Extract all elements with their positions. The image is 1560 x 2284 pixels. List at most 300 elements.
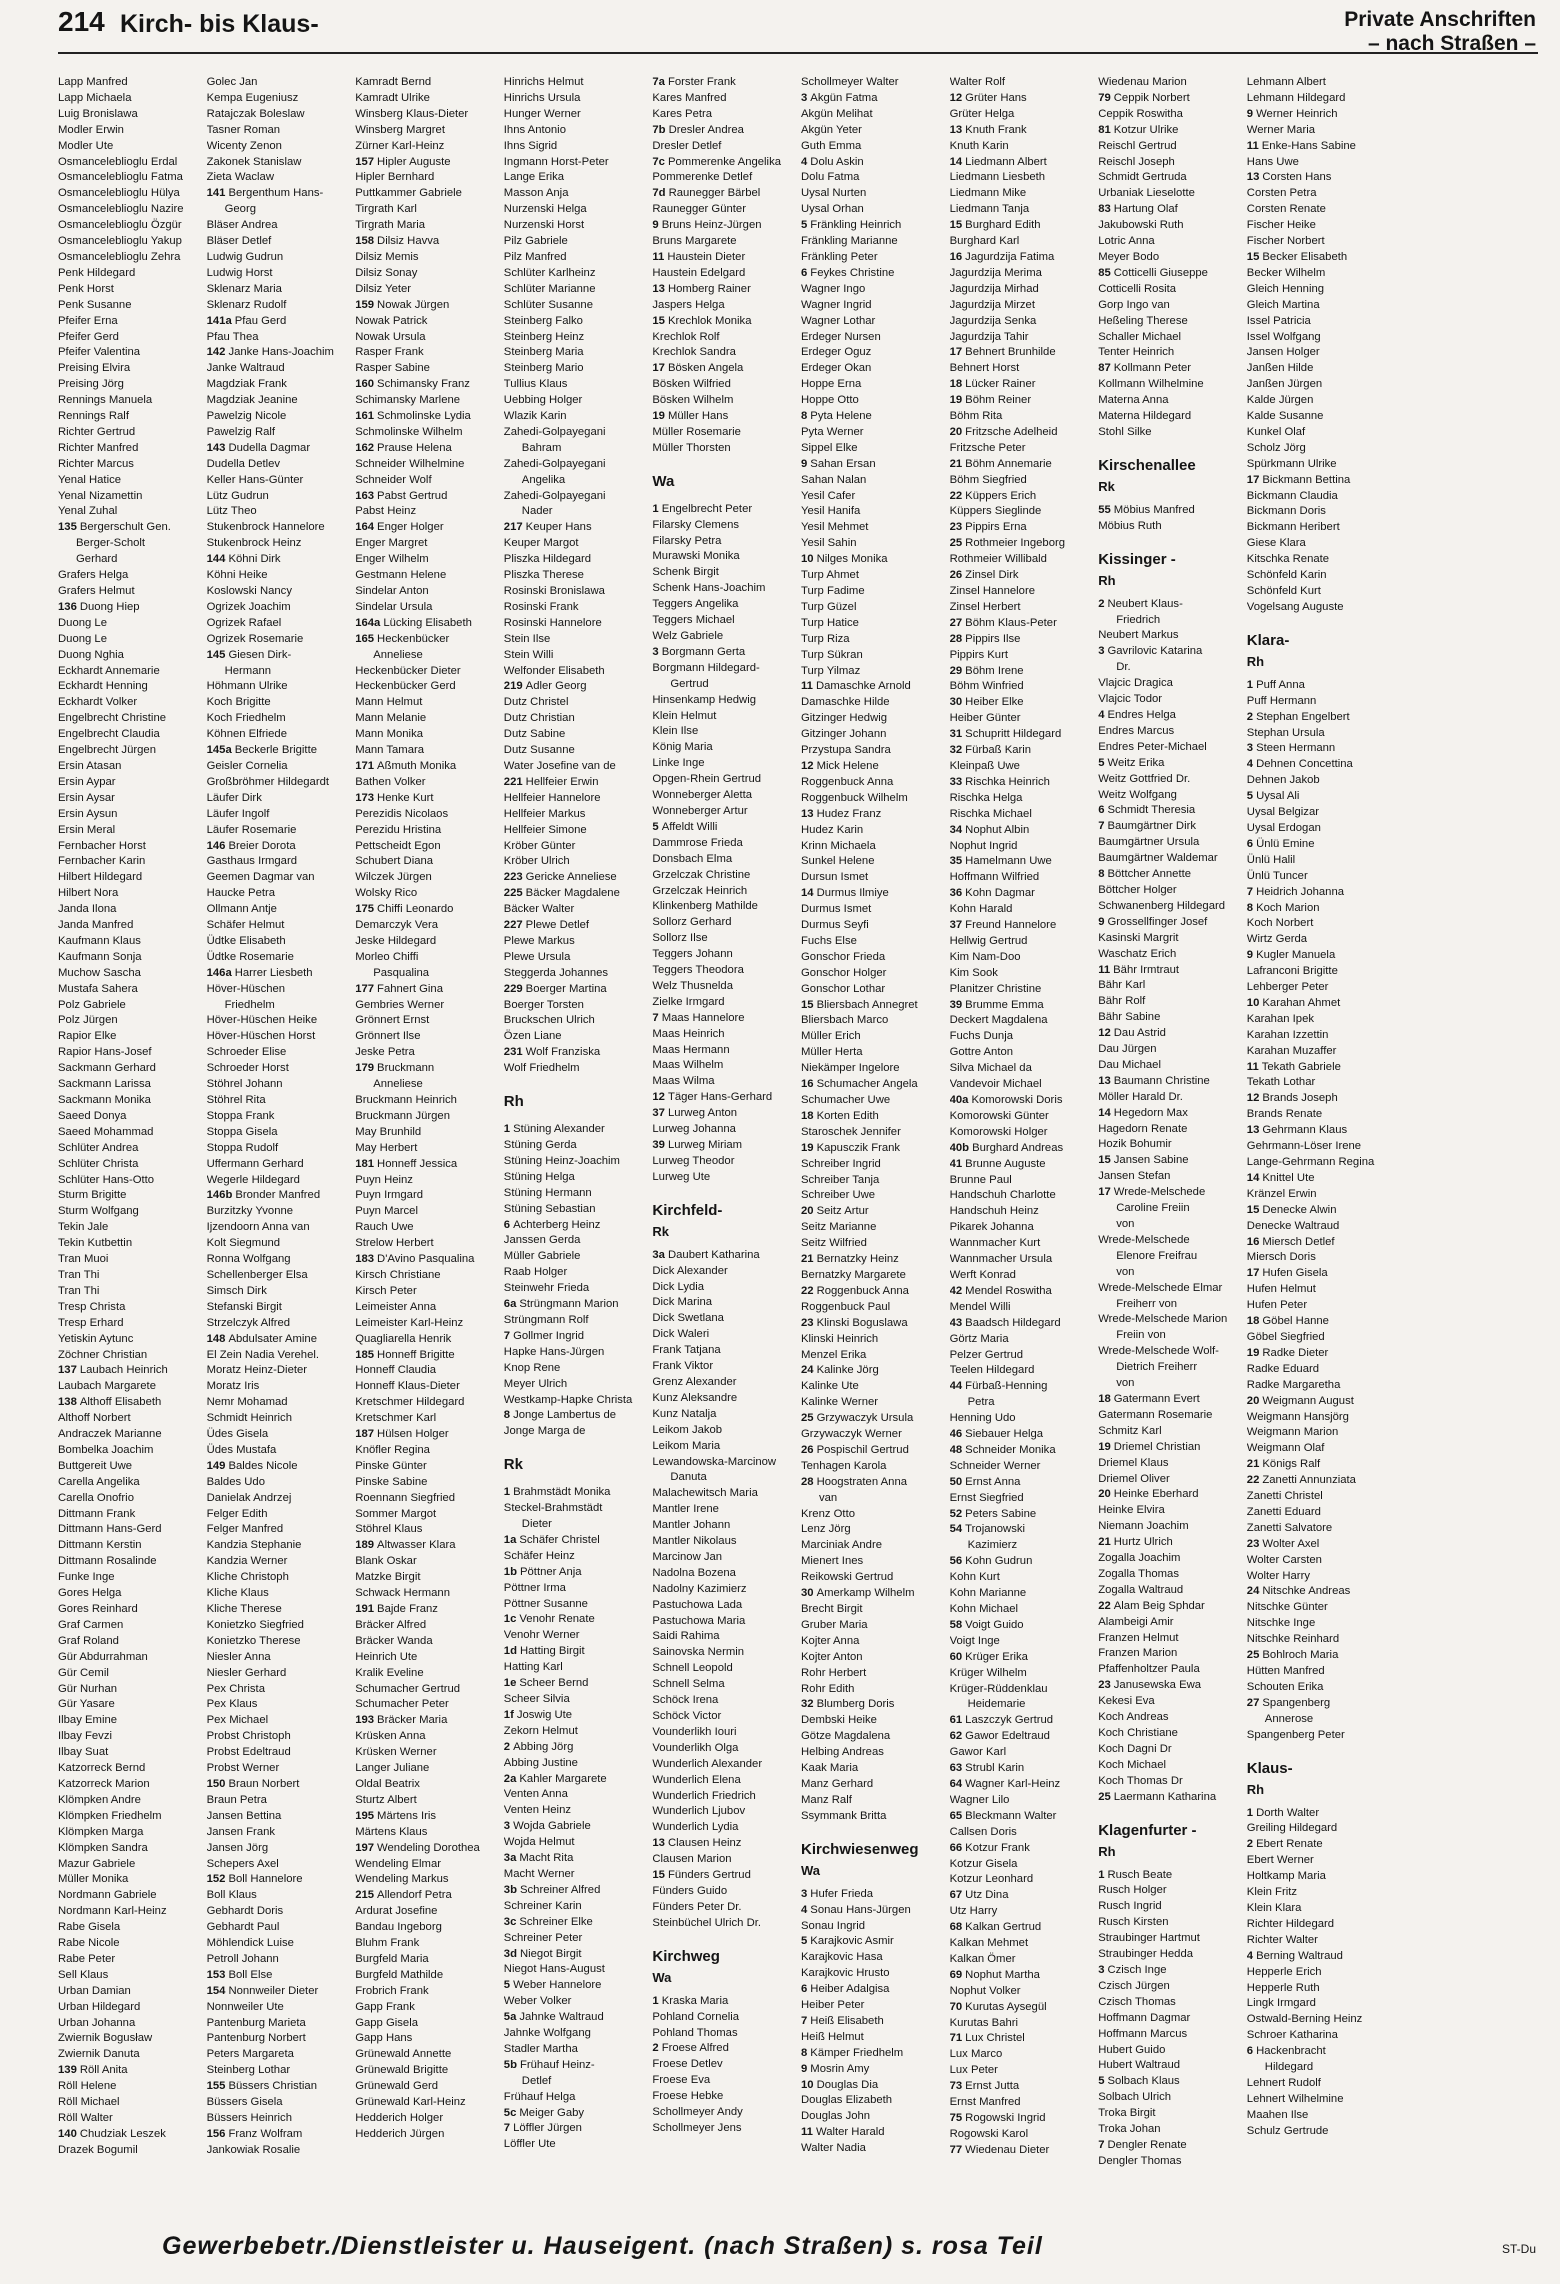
resident-entry [504, 2121, 647, 2137]
resident-entry [950, 1522, 1093, 1538]
house-number: 21 [949, 457, 963, 470]
resident-name: Abbing Justine [503, 1756, 578, 1769]
resident-entry [801, 457, 944, 473]
resident-name: Schepers Axel [206, 1857, 279, 1870]
resident-name: Komorowski Günter [949, 1109, 1049, 1122]
resident-name: Möbius Ruth [1098, 519, 1162, 532]
house-number: 177 [355, 982, 375, 995]
house-number: 164a [355, 616, 381, 629]
resident-name: Bäcker Walter [503, 903, 575, 916]
resident-name: Ihns Sigrid [503, 139, 558, 152]
resident-entry [1247, 1600, 1390, 1616]
resident-name: Klömpken Sandra [58, 1841, 148, 1854]
resident-name: Hermann [224, 664, 272, 677]
resident-entry [58, 1618, 201, 1634]
resident-entry [1247, 1012, 1390, 1028]
house-number: 162 [355, 441, 375, 454]
resident-name: Nonnweiler Ute [206, 2000, 284, 2013]
resident-entry [355, 377, 498, 393]
resident-name: Götze Magdalena [801, 1730, 891, 1743]
resident-entry [1247, 282, 1390, 298]
entry-continuation [58, 536, 201, 552]
resident-entry [1247, 1505, 1390, 1521]
resident-entry [652, 1154, 795, 1170]
resident-name: Chudziak Leszek [79, 2127, 166, 2140]
resident-name: Kolt Siegmund [206, 1237, 281, 1250]
resident-entry [504, 1154, 647, 1170]
resident-name: Grzywaczyk Werner [801, 1428, 902, 1441]
resident-name: Steinberg Mario [503, 362, 584, 375]
resident-name: Ebert Werner [1246, 1854, 1314, 1867]
resident-entry [950, 711, 1093, 727]
resident-entry [207, 1220, 350, 1236]
resident-name: Heidemarie [967, 1698, 1026, 1711]
resident-entry [207, 966, 350, 982]
resident-name: Osmanceleblioglu Nazire [58, 203, 184, 216]
resident-name: Schöck Irena [652, 1694, 719, 1707]
house-number: 7b [652, 123, 666, 136]
resident-entry [1098, 1899, 1241, 1915]
house-number: 55 [1098, 503, 1111, 516]
resident-name: Hoogstraten Anna [816, 1475, 908, 1488]
resident-name: Stoppa Gisela [206, 1125, 278, 1138]
resident-entry [504, 2042, 647, 2058]
resident-name: Rabe Gisela [58, 1921, 121, 1934]
resident-entry [1247, 1806, 1390, 1822]
resident-name: Heinrich Ute [355, 1650, 418, 1663]
resident-entry [1247, 1632, 1390, 1648]
resident-entry [504, 202, 647, 218]
resident-name: Pawelzig Ralf [206, 425, 276, 438]
resident-name: Zanetti Eduard [1246, 1505, 1321, 1518]
resident-entry [58, 918, 201, 934]
resident-entry [207, 155, 350, 171]
house-number: 197 [355, 1841, 375, 1854]
resident-entry [207, 1348, 350, 1364]
resident-entry [58, 1952, 201, 1968]
resident-entry [1098, 1790, 1241, 1806]
resident-entry [504, 1249, 647, 1265]
resident-name: Erdeger Oguz [801, 346, 872, 359]
resident-name: Dittmann Rosalinde [58, 1555, 157, 1568]
resident-name: Lafranconi Brigitte [1246, 965, 1338, 978]
resident-entry [58, 1045, 201, 1061]
resident-entry [652, 947, 795, 963]
resident-name: Stephan Ursula [1246, 726, 1325, 739]
resident-name: Uysal Ali [1256, 790, 1300, 803]
resident-name: Kirsch Christiane [355, 1268, 441, 1281]
house-number: 22 [1098, 1599, 1111, 1612]
resident-name: Weitz Gottfried Dr. [1098, 772, 1191, 785]
resident-name: Giese Klara [1246, 537, 1306, 550]
resident-name: Scheer Silvia [503, 1693, 570, 1705]
resident-name: Lange-Gehrmann Regina [1246, 1156, 1375, 1168]
resident-name: Karahan Izzettin [1246, 1028, 1329, 1041]
resident-name: Bickmann Heribert [1246, 521, 1340, 534]
resident-entry [58, 695, 201, 711]
resident-entry [1098, 1947, 1241, 1963]
resident-entry [207, 473, 350, 489]
resident-entry [58, 1013, 201, 1029]
resident-name: Gebhardt Doris [206, 1905, 284, 1918]
resident-name: Moratz Iris [206, 1380, 260, 1393]
resident-entry [652, 613, 795, 629]
resident-name: Erdeger Nursen [801, 330, 881, 343]
house-number: 231 [503, 1046, 523, 1059]
resident-entry [652, 234, 795, 250]
resident-entry [58, 1204, 201, 1220]
resident-entry [355, 1602, 498, 1618]
resident-name: Teggers Michael [652, 614, 735, 627]
resident-entry [1098, 1519, 1241, 1535]
resident-entry [950, 330, 1093, 346]
resident-name: El Zein Nadia Verehel. [206, 1348, 319, 1361]
resident-entry [950, 695, 1093, 711]
resident-name: Plewe Ursula [503, 950, 571, 963]
house-number: 23 [801, 1316, 814, 1329]
resident-name: Frank Tatjana [652, 1344, 721, 1357]
entry-continuation [207, 202, 350, 218]
resident-entry [504, 234, 647, 250]
resident-entry [58, 1841, 201, 1857]
resident-entry [1098, 819, 1241, 835]
house-number: 24 [801, 1364, 814, 1377]
resident-entry [207, 186, 350, 202]
resident-entry [504, 107, 647, 123]
resident-name: Uebbing Holger [503, 394, 583, 407]
house-number: 50 [949, 1475, 963, 1488]
resident-entry [355, 1236, 498, 1252]
resident-entry [1098, 170, 1241, 186]
resident-entry [801, 918, 944, 934]
resident-name: Yenal Zuhal [58, 505, 118, 518]
resident-name: Probst Christoph [206, 1730, 291, 1743]
resident-name: Böhm Annemarie [965, 457, 1052, 470]
resident-entry [652, 75, 795, 91]
resident-name: Kohn Dagmar [965, 887, 1035, 900]
resident-name: Bergerschult Gen. [79, 521, 171, 534]
resident-entry [58, 1984, 201, 2000]
resident-entry [801, 1252, 944, 1268]
resident-name: Radke Dieter [1262, 1346, 1329, 1359]
resident-entry [950, 2016, 1093, 2032]
resident-entry [58, 1745, 201, 1761]
resident-entry [1098, 1440, 1241, 1456]
resident-entry [207, 107, 350, 123]
resident-entry [801, 584, 944, 600]
resident-entry [504, 1013, 647, 1029]
footer-note: Gewerbebetr./Dienstleister u. Hauseigent. (nach Straßen) s. rosa Teil [162, 2232, 1043, 2260]
resident-entry [58, 1061, 201, 1077]
resident-name: Baumgärtner Dirk [1107, 820, 1197, 833]
resident-entry [504, 839, 647, 855]
resident-name: Komorowski Doris [971, 1094, 1063, 1106]
resident-name: Üdtke Elisabeth [206, 934, 286, 947]
resident-entry [58, 2143, 201, 2159]
resident-entry [207, 1379, 350, 1395]
resident-name: Yenal Nizamettin [58, 489, 143, 502]
resident-entry [207, 775, 350, 791]
resident-name: Bähr Rolf [1098, 995, 1146, 1008]
resident-name: Kazimierz [967, 1539, 1018, 1552]
spacer [1247, 616, 1390, 626]
resident-entry [58, 2111, 201, 2127]
house-number: 13 [652, 282, 665, 295]
resident-name: Ernst Anna [965, 1475, 1021, 1488]
resident-entry [950, 1475, 1093, 1491]
resident-entry [801, 839, 944, 855]
resident-entry [1247, 1282, 1390, 1298]
resident-entry [950, 918, 1093, 934]
resident-name: Dengler Renate [1107, 2138, 1187, 2151]
resident-name: Schmitz Karl [1098, 1424, 1162, 1437]
resident-entry [355, 584, 498, 600]
resident-name: Haustein Edelgard [652, 266, 746, 279]
resident-entry [355, 1745, 498, 1761]
resident-entry [504, 1170, 647, 1186]
house-number: 156 [206, 2127, 226, 2140]
house-number: 75 [949, 2112, 963, 2124]
resident-entry [1098, 1122, 1241, 1138]
resident-entry [1247, 1853, 1390, 1869]
resident-entry [58, 1904, 201, 1920]
spacer [1098, 1806, 1241, 1816]
resident-name: Nitschke Andreas [1262, 1585, 1351, 1598]
resident-name: Durmus Seyfi [801, 919, 869, 932]
resident-entry [950, 1507, 1093, 1523]
resident-name: Lurweg Johanna [652, 1123, 736, 1136]
house-number: 42 [949, 1284, 963, 1297]
resident-entry [801, 1570, 944, 1586]
resident-name: Graf Carmen [58, 1618, 124, 1631]
page-range-title: Kirch- bis Klaus- [120, 10, 319, 38]
resident-entry [504, 520, 647, 536]
resident-name: Strelow Herbert [355, 1237, 434, 1250]
resident-name: Weitz Erika [1107, 756, 1165, 769]
page-header [58, 6, 1538, 54]
resident-entry [1247, 964, 1390, 980]
resident-name: Seitz Artur [816, 1205, 869, 1218]
resident-name: Janda Manfred [58, 919, 134, 932]
resident-entry [1247, 361, 1390, 377]
resident-name: Issel Wolfgang [1246, 330, 1321, 343]
resident-name: Wunderlich Elena [652, 1773, 741, 1786]
street-heading: Kirschenallee [1098, 456, 1196, 474]
resident-entry [207, 695, 350, 711]
resident-name: Kitschka Renate [1246, 553, 1330, 566]
resident-entry [950, 75, 1093, 91]
resident-entry [801, 775, 944, 791]
resident-name: Opgen-Rhein Gertrud [652, 773, 762, 786]
resident-name: Becker Elisabeth [1262, 250, 1348, 263]
resident-entry [950, 1952, 1093, 1968]
resident-entry [1098, 1931, 1241, 1947]
resident-entry [504, 1186, 647, 1202]
resident-entry [504, 1899, 647, 1915]
resident-entry [58, 1157, 201, 1173]
resident-entry [801, 1745, 944, 1761]
resident-entry [207, 1538, 350, 1554]
resident-name: Kares Petra [652, 107, 713, 120]
resident-entry [355, 1952, 498, 1968]
resident-entry [504, 902, 647, 918]
resident-name: Penk Susanne [58, 298, 132, 311]
resident-name: Homberg Rainer [667, 282, 751, 295]
resident-name: Holtkamp Maria [1246, 1870, 1326, 1883]
resident-name: Gatermann Rosemarie [1098, 1408, 1213, 1421]
resident-name: Puyn Heinz [355, 1173, 413, 1186]
resident-entry [1247, 123, 1390, 139]
resident-entry [950, 298, 1093, 314]
resident-name: Wrede-Melschede Marion [1098, 1313, 1228, 1326]
house-number: 181 [355, 1157, 375, 1170]
resident-name: Preising Jörg [58, 378, 124, 391]
resident-entry [652, 409, 795, 425]
house-number: 5a [503, 2011, 517, 2024]
resident-name: Dittmann Frank [58, 1507, 136, 1520]
resident-entry [652, 709, 795, 725]
resident-entry [801, 75, 944, 91]
directory-column [355, 75, 498, 2187]
entry-continuation [1098, 1360, 1241, 1376]
resident-entry [652, 502, 795, 518]
resident-name: Grenz Alexander [652, 1375, 737, 1388]
resident-entry [355, 1093, 498, 1109]
house-number: 21 [1246, 1458, 1260, 1471]
resident-entry [801, 1316, 944, 1332]
resident-entry [801, 966, 944, 982]
resident-name: Harrer Liesbeth [234, 966, 313, 979]
resident-entry [355, 504, 498, 520]
resident-name: Bösken Wilfried [652, 378, 731, 391]
resident-name: Jansen Stefan [1098, 1170, 1171, 1183]
resident-name: Wolf Franziska [525, 1046, 601, 1059]
house-number: 11 [1246, 139, 1259, 152]
resident-entry [207, 1491, 350, 1507]
entry-continuation [1098, 1265, 1241, 1281]
resident-name: Pex Christa [206, 1682, 265, 1695]
house-number: 2 [652, 2042, 659, 2055]
resident-entry [950, 648, 1093, 664]
resident-entry [58, 568, 201, 584]
resident-name: Driemel Christian [1113, 1440, 1201, 1453]
spacer [652, 1186, 795, 1196]
resident-entry [207, 1045, 350, 1061]
resident-name: Kugler Manuela [1256, 949, 1336, 962]
resident-entry [801, 1125, 944, 1141]
resident-entry [207, 1300, 350, 1316]
house-number: 15 [1246, 250, 1260, 263]
resident-name: Weigmann Hansjörg [1246, 1410, 1349, 1423]
resident-name: Steinberg Maria [503, 346, 584, 359]
resident-entry [652, 1852, 795, 1868]
resident-name: Läufer Ingolf [206, 807, 270, 820]
resident-name: von [1116, 1377, 1135, 1390]
resident-entry [207, 648, 350, 664]
resident-name: Klinski Boguslawa [816, 1316, 908, 1329]
resident-name: Wagner Ingo [801, 282, 866, 295]
resident-name: Bahram [521, 441, 562, 454]
resident-name: Kohn Michael [949, 1603, 1019, 1615]
resident-entry [207, 1809, 350, 1825]
resident-name: Materna Hildegard [1098, 410, 1192, 423]
resident-entry [207, 1825, 350, 1841]
resident-name: Gruber Maria [801, 1618, 868, 1631]
resident-name: Nadolny Kazimierz [652, 1582, 747, 1595]
resident-name: Böttcher Annette [1107, 868, 1192, 881]
resident-name: Pastuchowa Lada [652, 1598, 743, 1611]
resident-name: Koch Norbert [1246, 917, 1314, 930]
house-number: 30 [801, 1587, 814, 1600]
resident-entry [58, 1459, 201, 1475]
resident-name: Honneff Brigitte [377, 1348, 455, 1361]
resident-entry [801, 377, 944, 393]
resident-entry [1098, 2090, 1241, 2106]
resident-entry [652, 2105, 795, 2121]
resident-entry [58, 1173, 201, 1189]
resident-entry [1098, 947, 1241, 963]
resident-name: Kotzur Ulrike [1113, 123, 1179, 136]
resident-name: Rasper Sabine [355, 362, 430, 375]
resident-name: Janda Ilona [58, 903, 117, 916]
house-number: 195 [355, 1809, 375, 1822]
resident-entry [355, 107, 498, 123]
resident-entry [950, 489, 1093, 505]
resident-name: Hinrichs Helmut [503, 76, 584, 88]
resident-entry [58, 393, 201, 409]
resident-name: Kalde Susanne [1246, 410, 1324, 423]
resident-name: Zahedi-Golpayegani [503, 457, 606, 470]
resident-entry [652, 788, 795, 804]
resident-name: Jakubowski Ruth [1098, 219, 1184, 232]
resident-name: Grüter Helga [949, 107, 1015, 120]
resident-entry [1098, 139, 1241, 155]
resident-entry [1247, 1885, 1390, 1901]
resident-entry [652, 1773, 795, 1789]
house-number: 3c [503, 1915, 517, 1928]
resident-name: Kliche Christoph [206, 1571, 289, 1584]
resident-entry [801, 1809, 944, 1825]
resident-entry [950, 1459, 1093, 1475]
resident-name: Zwiernik Bogusław [58, 2032, 153, 2045]
resident-entry [1098, 2138, 1241, 2154]
house-number: 8 [1246, 901, 1254, 914]
resident-name: Gatermann Evert [1113, 1392, 1200, 1405]
resident-entry [355, 886, 498, 902]
house-number: 63 [949, 1762, 963, 1775]
resident-entry [207, 361, 350, 377]
house-number: 30 [949, 696, 963, 709]
resident-name: Niesler Gerhard [206, 1666, 287, 1679]
resident-name: Röll Helene [58, 2080, 117, 2093]
resident-name: Wendeling Elmar [355, 1857, 442, 1870]
resident-entry [504, 1660, 647, 1676]
resident-name: Ceppik Roswitha [1098, 107, 1183, 120]
resident-entry [652, 645, 795, 661]
house-number: 28 [949, 632, 963, 645]
resident-entry [207, 1872, 350, 1888]
spacer [1098, 535, 1241, 545]
resident-entry [652, 250, 795, 266]
resident-name: Wolsky Rico [355, 887, 418, 900]
resident-entry [207, 1888, 350, 1904]
resident-name: Bernatzky Margarete [801, 1268, 906, 1281]
resident-name: Jagurdzija Senka [949, 314, 1037, 327]
resident-entry [58, 1713, 201, 1729]
house-number: 144 [206, 553, 226, 566]
resident-name: Lurweg Anton [667, 1107, 738, 1120]
resident-entry [355, 1682, 498, 1698]
